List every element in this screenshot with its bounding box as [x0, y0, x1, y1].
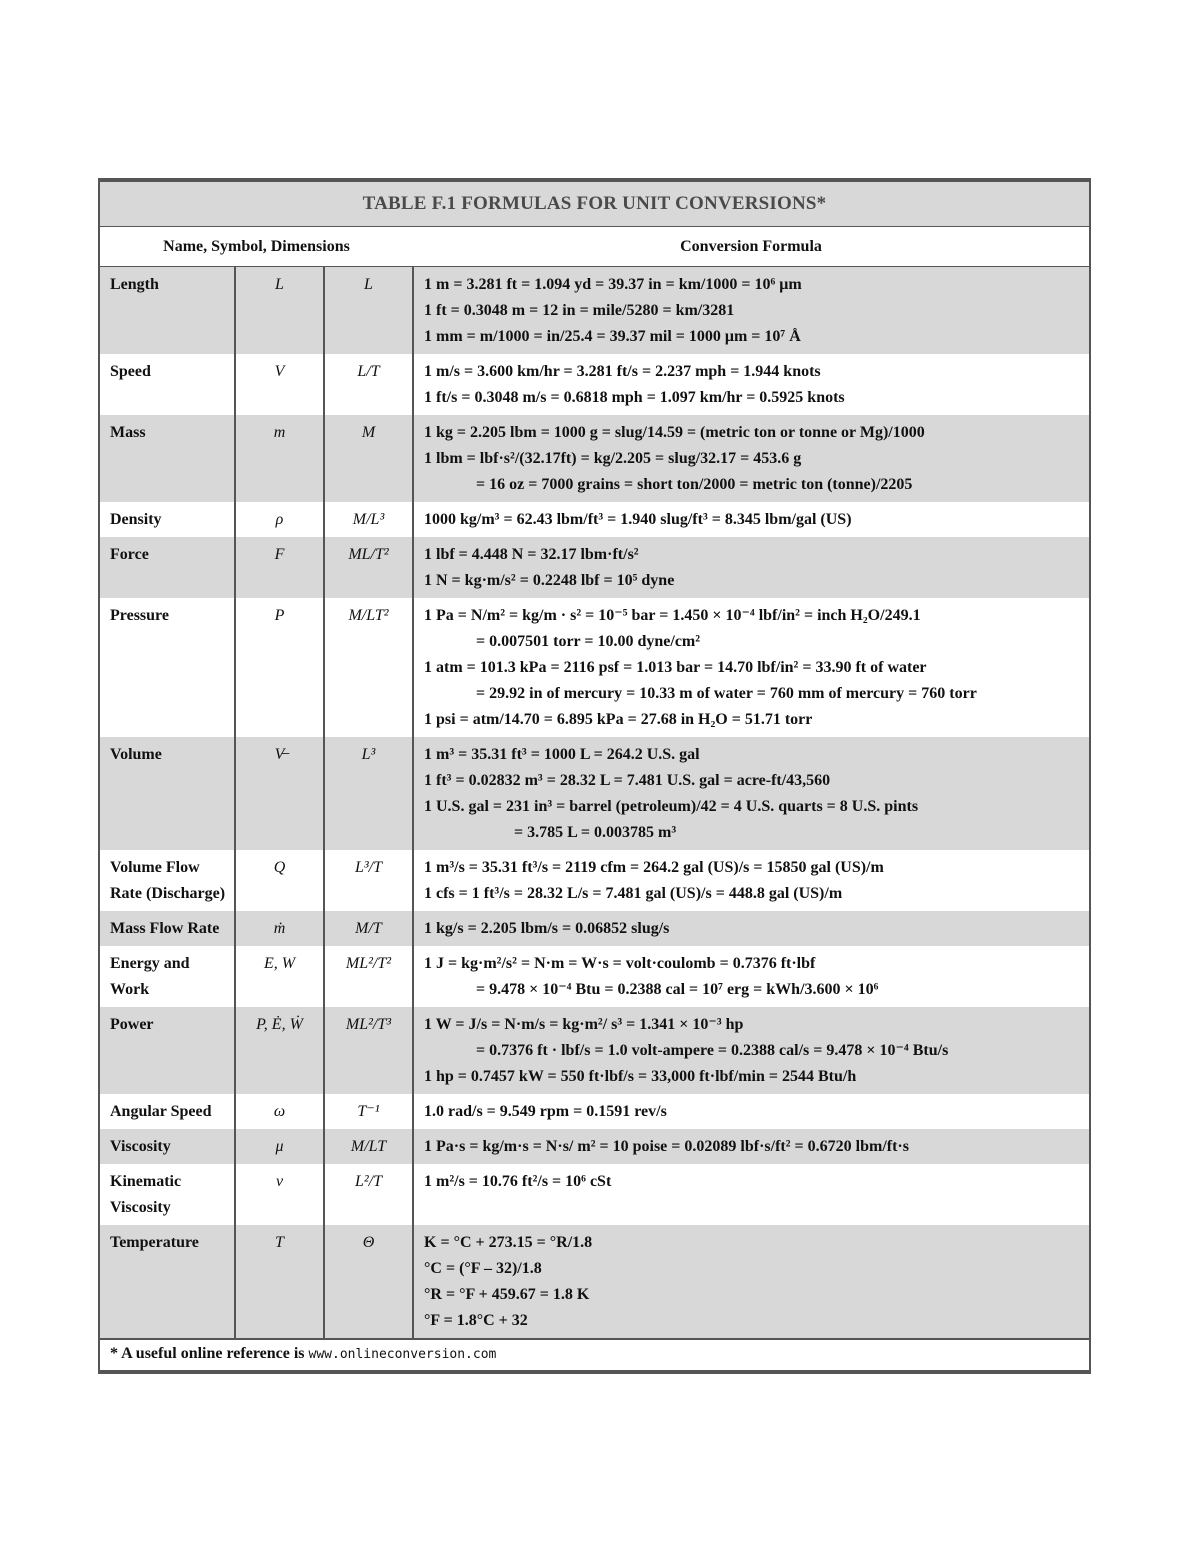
- formula-line: °F = 1.8°C + 32: [424, 1312, 528, 1329]
- quantity-dimensions: L/T: [324, 354, 413, 415]
- quantity-name: Power: [99, 1007, 235, 1094]
- footnote-text: * A useful online reference is: [110, 1345, 309, 1362]
- conversion-formulas: [413, 537, 1090, 598]
- quantity-symbol: F: [235, 537, 324, 598]
- formula-line: 1 psi = atm/14.70 = 6.895 kPa = 27.68 in H₂O = 51.71 torr: [424, 711, 813, 728]
- formula-line: 1 Pa = N/m² = kg/m · s² = 10⁻⁵ bar = 1.450 × 10⁻⁴ lbf/in² = inch H₂O/249.1: [424, 607, 921, 624]
- quantity-dimensions: ML/T²: [324, 537, 413, 598]
- quantity-name: Density: [99, 502, 235, 537]
- formula-line: 1 ft = 0.3048 m = 12 in = mile/5280 = km/3281: [424, 302, 735, 319]
- formula-line: 1 U.S. gal = 231 in³ = barrel (petroleum)/42 = 4 U.S. quarts = 8 U.S. pints: [424, 798, 919, 815]
- quantity-dimensions: L³: [324, 737, 413, 850]
- table-row: [99, 911, 1090, 946]
- conversion-formulas: [413, 946, 1090, 1007]
- formula-line: 1 N = kg·m/s² = 0.2248 lbf = 10⁵ dyne: [424, 572, 675, 589]
- conversion-formulas: [413, 911, 1090, 946]
- table-row: [99, 537, 1090, 598]
- formula-line: 1 m/s = 3.600 km/hr = 3.281 ft/s = 2.237 mph = 1.944 knots: [424, 363, 821, 380]
- conversion-formulas: [413, 1007, 1090, 1094]
- quantity-symbol: V: [235, 354, 324, 415]
- formula-line: 1 Pa·s = kg/m·s = N·s/ m² = 10 poise = 0.02089 lbf·s/ft² = 0.6720 lbm/ft·s: [424, 1138, 909, 1155]
- quantity-dimensions: ML²/T³: [324, 1007, 413, 1094]
- table-row: [99, 737, 1090, 850]
- formula-line: 1 kg = 2.205 lbm = 1000 g = slug/14.59 = (metric ton or tonne or Mg)/1000: [424, 424, 925, 441]
- table-row: [99, 267, 1090, 355]
- formula-line: = 3.785 L = 0.003785 m³: [514, 824, 677, 841]
- formula-line: 1 lbm = lbf·s²/(32.17ft) = kg/2.205 = slug/32.17 = 453.6 g: [424, 450, 802, 467]
- quantity-dimensions: L³/T: [324, 850, 413, 911]
- table-row: [99, 850, 1090, 911]
- conversion-formulas: [413, 598, 1090, 737]
- formula-line: °C = (°F – 32)/1.8: [424, 1260, 542, 1277]
- conversion-formulas: [413, 1164, 1090, 1225]
- formula-line: = 16 oz = 7000 grains = short ton/2000 = metric ton (tonne)/2205: [476, 476, 913, 493]
- quantity-symbol: E, W: [235, 946, 324, 1007]
- quantity-dimensions: M/L³: [324, 502, 413, 537]
- quantity-dimensions: M/LT: [324, 1129, 413, 1164]
- formula-line: 1 hp = 0.7457 kW = 550 ft·lbf/s = 33,000 ft·lbf/min = 2544 Btu/h: [424, 1068, 857, 1085]
- formula-line: = 9.478 × 10⁻⁴ Btu = 0.2388 cal = 10⁷ erg = kWh/3.600 × 10⁶: [476, 981, 879, 998]
- quantity-name: Viscosity: [99, 1129, 235, 1164]
- quantity-name: Kinematic Viscosity: [99, 1164, 235, 1225]
- table-row: [99, 415, 1090, 502]
- table-row: [99, 1129, 1090, 1164]
- conversion-formulas: [413, 267, 1090, 355]
- conversion-formulas: [413, 354, 1090, 415]
- conversion-formulas: [413, 737, 1090, 850]
- quantity-name: Mass Flow Rate: [99, 911, 235, 946]
- quantity-dimensions: L: [324, 267, 413, 355]
- quantity-symbol: ρ: [235, 502, 324, 537]
- quantity-dimensions: ML²/T²: [324, 946, 413, 1007]
- table-row: [99, 354, 1090, 415]
- quantity-dimensions: Θ: [324, 1225, 413, 1339]
- quantity-symbol: ω: [235, 1094, 324, 1129]
- formula-line: 1 m²/s = 10.76 ft²/s = 10⁶ cSt: [424, 1173, 612, 1190]
- table-row: [99, 598, 1090, 737]
- quantity-symbol: m: [235, 415, 324, 502]
- quantity-dimensions: M/LT²: [324, 598, 413, 737]
- table-row: [99, 1094, 1090, 1129]
- footnote-url: www.onlineconversion.com: [308, 1347, 497, 1362]
- quantity-dimensions: M/T: [324, 911, 413, 946]
- formula-line: K = °C + 273.15 = °R/1.8: [424, 1234, 593, 1251]
- formula-line: 1 mm = m/1000 = in/25.4 = 39.37 mil = 1000 μm = 10⁷ Å: [424, 328, 801, 345]
- quantity-name: Energy and Work: [99, 946, 235, 1007]
- quantity-dimensions: M: [324, 415, 413, 502]
- quantity-symbol: Q: [235, 850, 324, 911]
- quantity-name: Mass: [99, 415, 235, 502]
- quantity-name: Force: [99, 537, 235, 598]
- quantity-symbol: μ: [235, 1129, 324, 1164]
- conversion-formulas: [413, 1225, 1090, 1339]
- quantity-name: Pressure: [99, 598, 235, 737]
- quantity-symbol: P, Ė, Ẇ: [235, 1007, 324, 1094]
- formula-line: 1 atm = 101.3 kPa = 2116 psf = 1.013 bar = 14.70 lbf/in² = 33.90 ft of water: [424, 659, 927, 676]
- formula-line: °R = °F + 459.67 = 1.8 K: [424, 1286, 590, 1303]
- formula-line: 1 W = J/s = N·m/s = kg·m²/ s³ = 1.341 × 10⁻³ hp: [424, 1016, 744, 1033]
- formula-line: 1000 kg/m³ = 62.43 lbm/ft³ = 1.940 slug/ft³ = 8.345 lbm/gal (US): [424, 511, 852, 528]
- formula-line: = 0.007501 torr = 10.00 dyne/cm²: [476, 633, 701, 650]
- quantity-name: Speed: [99, 354, 235, 415]
- table-title: TABLE F.1 FORMULAS FOR UNIT CONVERSIONS*: [99, 180, 1090, 227]
- quantity-name: Volume: [99, 737, 235, 850]
- quantity-dimensions: L²/T: [324, 1164, 413, 1225]
- conversion-formulas: [413, 1129, 1090, 1164]
- quantity-symbol: L: [235, 267, 324, 355]
- conversion-formulas: [413, 850, 1090, 911]
- formula-line: 1 kg/s = 2.205 lbm/s = 0.06852 slug/s: [424, 920, 670, 937]
- header-conversion-formula: Conversion Formula: [413, 227, 1090, 267]
- formula-line: 1 lbf = 4.448 N = 32.17 lbm·ft/s²: [424, 546, 639, 563]
- formula-line: 1.0 rad/s = 9.549 rpm = 0.1591 rev/s: [424, 1103, 667, 1120]
- quantity-symbol: V̶: [235, 737, 324, 850]
- formula-line: 1 cfs = 1 ft³/s = 28.32 L/s = 7.481 gal (US)/s = 448.8 gal (US)/m: [424, 885, 843, 902]
- formula-line: 1 ft³ = 0.02832 m³ = 28.32 L = 7.481 U.S. gal = acre-ft/43,560: [424, 772, 831, 789]
- quantity-symbol: ṁ: [235, 911, 324, 946]
- table-body: [99, 267, 1090, 1340]
- unit-conversion-table: [98, 178, 1091, 1374]
- quantity-name: Temperature: [99, 1225, 235, 1339]
- table-row: [99, 1164, 1090, 1225]
- formula-line: 1 m = 3.281 ft = 1.094 yd = 39.37 in = km/1000 = 10⁶ μm: [424, 276, 802, 293]
- table-row: [99, 502, 1090, 537]
- footnote: [99, 1339, 1090, 1372]
- table-row: [99, 1007, 1090, 1094]
- formula-line: 1 m³ = 35.31 ft³ = 1000 L = 264.2 U.S. gal: [424, 746, 700, 763]
- table-row: [99, 946, 1090, 1007]
- quantity-name: Length: [99, 267, 235, 355]
- quantity-symbol: T: [235, 1225, 324, 1339]
- quantity-symbol: P: [235, 598, 324, 737]
- formula-line: 1 J = kg·m²/s² = N·m = W·s = volt·coulomb = 0.7376 ft·lbf: [424, 955, 816, 972]
- conversion-formulas: [413, 502, 1090, 537]
- quantity-dimensions: T⁻¹: [324, 1094, 413, 1129]
- quantity-name: Volume Flow Rate (Discharge): [99, 850, 235, 911]
- quantity-name: Angular Speed: [99, 1094, 235, 1129]
- formula-line: 1 ft/s = 0.3048 m/s = 0.6818 mph = 1.097 km/hr = 0.5925 knots: [424, 389, 845, 406]
- conversion-formulas: [413, 415, 1090, 502]
- formula-line: = 0.7376 ft · lbf/s = 1.0 volt-ampere = 0.2388 cal/s = 9.478 × 10⁻⁴ Btu/s: [476, 1042, 949, 1059]
- conversion-formulas: [413, 1094, 1090, 1129]
- table-row: [99, 1225, 1090, 1339]
- quantity-symbol: ν: [235, 1164, 324, 1225]
- header-name-symbol-dimensions: Name, Symbol, Dimensions: [99, 227, 413, 267]
- formula-line: 1 m³/s = 35.31 ft³/s = 2119 cfm = 264.2 gal (US)/s = 15850 gal (US)/m: [424, 859, 884, 876]
- formula-line: = 29.92 in of mercury = 10.33 m of water = 760 mm of mercury = 760 torr: [476, 685, 977, 702]
